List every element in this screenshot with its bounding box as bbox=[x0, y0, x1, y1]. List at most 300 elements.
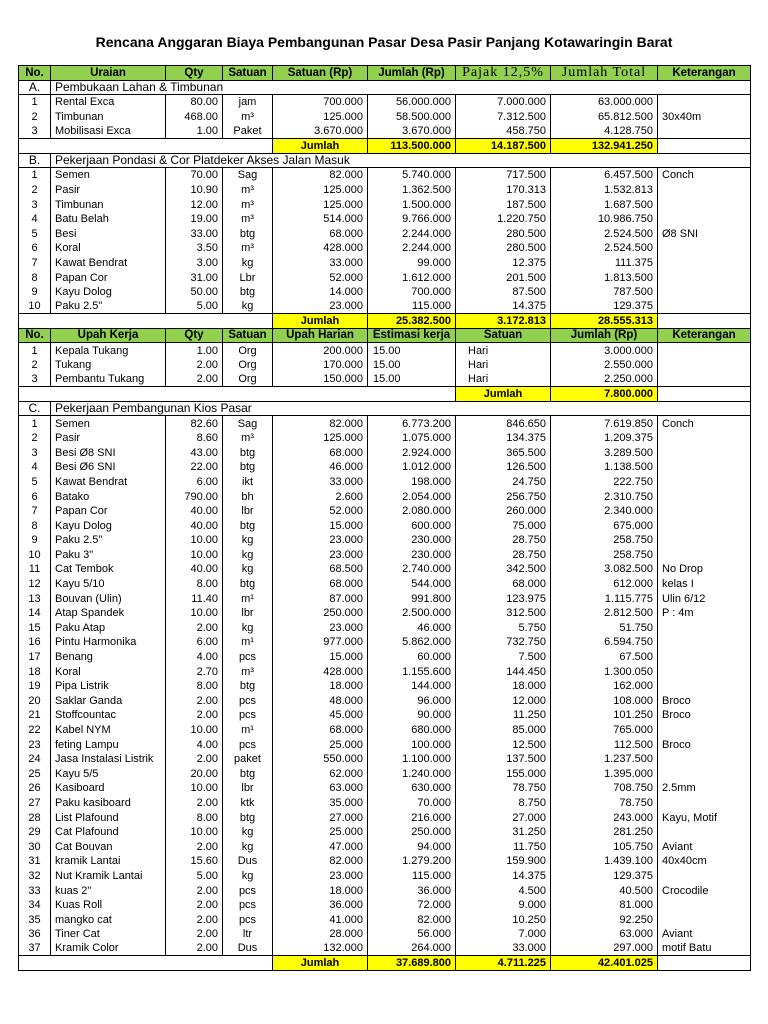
cell-satuan: ktk bbox=[223, 796, 273, 811]
cell-harga-satuan: 700.000 bbox=[273, 95, 368, 110]
table-row bbox=[19, 445, 751, 460]
cell-satuan: Lbr bbox=[223, 270, 273, 285]
cell-satuan: kg bbox=[223, 562, 273, 577]
cell-qty: 2.00 bbox=[166, 942, 223, 956]
total-jumlah-total: 132.941.250 bbox=[551, 139, 658, 153]
column-header-keterangan: Keterangan bbox=[658, 66, 751, 80]
cell-satuan: btg bbox=[223, 679, 273, 694]
cell-jumlah-total: 1.115.775 bbox=[551, 591, 658, 606]
cell-jumlah: 3.000.000 bbox=[551, 343, 658, 358]
cell-qty: 6.00 bbox=[166, 635, 223, 650]
cell-keterangan bbox=[658, 270, 751, 285]
cell-satuan: pcs bbox=[223, 650, 273, 665]
cell-jumlah-total: 63.000.000 bbox=[551, 95, 658, 110]
cell-harga-satuan: 36.000 bbox=[273, 898, 368, 913]
cell-no: 5 bbox=[19, 475, 51, 490]
cell-uraian: Timbunan bbox=[51, 110, 166, 125]
cell-jumlah-total: 1.532.813 bbox=[551, 183, 658, 198]
cell-jumlah: 544.000 bbox=[368, 577, 456, 592]
total-label: Jumlah bbox=[273, 956, 368, 970]
cell-qty: 33.00 bbox=[166, 227, 223, 242]
cell-jumlah: 46.000 bbox=[368, 621, 456, 636]
cell-keterangan bbox=[658, 197, 751, 212]
total-label: Jumlah bbox=[456, 387, 551, 401]
table-row bbox=[19, 460, 751, 475]
total-spacer bbox=[19, 139, 273, 153]
table-row bbox=[19, 883, 751, 898]
cell-jumlah: 198.000 bbox=[368, 475, 456, 490]
cell-satuan-waktu: Hari bbox=[456, 372, 551, 386]
cell-pajak: 9.000 bbox=[456, 898, 551, 913]
table-row bbox=[19, 927, 751, 942]
cell-estimasi-kerja: 15.00 bbox=[368, 343, 456, 358]
cell-satuan: Dus bbox=[223, 942, 273, 956]
cell-uraian: Jasa Instalasi Listrik bbox=[51, 752, 166, 767]
cell-qty: 15.60 bbox=[166, 854, 223, 869]
cell-no: 30 bbox=[19, 839, 51, 854]
column-header-upah-harian: Upah Harian bbox=[273, 329, 368, 343]
cell-keterangan: kelas I bbox=[658, 577, 751, 592]
cell-qty: 10.00 bbox=[166, 723, 223, 738]
cell-jumlah-total: 1.439.100 bbox=[551, 854, 658, 869]
cell-jumlah: 700.000 bbox=[368, 285, 456, 300]
table-row bbox=[19, 591, 751, 606]
cell-harga-satuan: 132.000 bbox=[273, 942, 368, 956]
cell-harga-satuan: 428.000 bbox=[273, 664, 368, 679]
total-spacer bbox=[19, 387, 456, 401]
cell-qty: 70.00 bbox=[166, 168, 223, 183]
cell-uraian: mangko cat bbox=[51, 912, 166, 927]
cell-uraian: Kuas Roll bbox=[51, 898, 166, 913]
cell-no: 2 bbox=[19, 183, 51, 198]
cell-jumlah-total: 101.250 bbox=[551, 708, 658, 723]
cell-satuan: m³ bbox=[223, 241, 273, 256]
cell-pajak: 7.312.500 bbox=[456, 110, 551, 125]
cell-harga-satuan: 18.000 bbox=[273, 883, 368, 898]
cell-satuan: m³ bbox=[223, 183, 273, 198]
cell-upah-kerja: Kepala Tukang bbox=[51, 343, 166, 358]
cell-qty: 11.40 bbox=[166, 591, 223, 606]
cell-qty: 10.00 bbox=[166, 606, 223, 621]
cell-jumlah-total: 105.750 bbox=[551, 839, 658, 854]
cell-qty: 22.00 bbox=[166, 460, 223, 475]
cell-jumlah: 5.862.000 bbox=[368, 635, 456, 650]
table-row bbox=[19, 197, 751, 212]
table-row bbox=[19, 270, 751, 285]
cell-qty: 19.00 bbox=[166, 212, 223, 227]
cell-jumlah-total: 129.375 bbox=[551, 300, 658, 314]
cell-qty: 43.00 bbox=[166, 445, 223, 460]
cell-qty: 40.00 bbox=[166, 562, 223, 577]
cell-pajak: 8.750 bbox=[456, 796, 551, 811]
cell-jumlah-total: 1.300.050 bbox=[551, 664, 658, 679]
cell-pajak: 187.500 bbox=[456, 197, 551, 212]
column-header-satuan: Satuan bbox=[223, 329, 273, 343]
cell-jumlah-total: 787.500 bbox=[551, 285, 658, 300]
column-header-jumlah-rp: Jumlah (Rp) bbox=[551, 329, 658, 343]
cell-jumlah-total: 1.395.000 bbox=[551, 767, 658, 782]
cell-pajak: 27.000 bbox=[456, 810, 551, 825]
cell-jumlah: 2.244.000 bbox=[368, 227, 456, 242]
cell-qty: 8.00 bbox=[166, 679, 223, 694]
cell-keterangan bbox=[658, 898, 751, 913]
cell-jumlah: 6.773.200 bbox=[368, 416, 456, 431]
table-row bbox=[19, 577, 751, 592]
cell-pajak: 260.000 bbox=[456, 504, 551, 519]
cell-keterangan: 2.5mm bbox=[658, 781, 751, 796]
cell-harga-satuan: 15.000 bbox=[273, 518, 368, 533]
cell-pajak: 134.375 bbox=[456, 431, 551, 446]
cell-no: 12 bbox=[19, 577, 51, 592]
cell-pajak: 201.500 bbox=[456, 270, 551, 285]
cell-jumlah-total: 112.500 bbox=[551, 737, 658, 752]
cell-no: 34 bbox=[19, 898, 51, 913]
cell-harga-satuan: 48.000 bbox=[273, 694, 368, 709]
cell-pajak: 14.375 bbox=[456, 869, 551, 884]
cell-keterangan: 30x40m bbox=[658, 110, 751, 125]
cell-qty: 12.00 bbox=[166, 197, 223, 212]
cell-qty: 6.00 bbox=[166, 475, 223, 490]
cell-uraian: Nut Kramik Lantai bbox=[51, 869, 166, 884]
cell-pajak: 28.750 bbox=[456, 533, 551, 548]
total-label: Jumlah bbox=[273, 139, 368, 153]
cell-jumlah: 2.250.000 bbox=[551, 372, 658, 386]
cell-no: 6 bbox=[19, 489, 51, 504]
labor-total-row bbox=[19, 387, 751, 402]
cell-estimasi-kerja: 15.00 bbox=[368, 358, 456, 373]
table-header-row bbox=[19, 66, 751, 81]
cell-jumlah-total: 765.000 bbox=[551, 723, 658, 738]
cell-jumlah-total: 3.082.500 bbox=[551, 562, 658, 577]
cell-qty: 5.00 bbox=[166, 300, 223, 314]
table-row bbox=[19, 694, 751, 709]
cell-pajak: 7.500 bbox=[456, 650, 551, 665]
cell-keterangan: Broco bbox=[658, 694, 751, 709]
cell-pajak: 4.500 bbox=[456, 883, 551, 898]
cell-uraian: Cat Plafound bbox=[51, 825, 166, 840]
total-row bbox=[19, 314, 751, 329]
cell-satuan: pcs bbox=[223, 694, 273, 709]
cell-qty: 10.00 bbox=[166, 533, 223, 548]
cell-no: 2 bbox=[19, 110, 51, 125]
cell-jumlah: 1.362.500 bbox=[368, 183, 456, 198]
table-row bbox=[19, 737, 751, 752]
labor-header-row bbox=[19, 329, 751, 344]
total-pajak: 3.172.813 bbox=[456, 314, 551, 328]
table-row bbox=[19, 548, 751, 563]
cell-jumlah: 1.075.000 bbox=[368, 431, 456, 446]
cell-harga-satuan: 23.000 bbox=[273, 533, 368, 548]
table-row bbox=[19, 241, 751, 256]
cell-harga-satuan: 3.670.000 bbox=[273, 124, 368, 138]
cell-jumlah: 70.000 bbox=[368, 796, 456, 811]
cell-satuan: pcs bbox=[223, 898, 273, 913]
cell-satuan: lbr bbox=[223, 606, 273, 621]
column-header-no: No. bbox=[19, 329, 51, 343]
cell-qty: 2.00 bbox=[166, 796, 223, 811]
table-row bbox=[19, 942, 751, 957]
cell-satuan: m³ bbox=[223, 431, 273, 446]
cell-uraian: Kramik Color bbox=[51, 942, 166, 956]
cell-pajak: 144.450 bbox=[456, 664, 551, 679]
cell-harga-satuan: 82.000 bbox=[273, 416, 368, 431]
cell-harga-satuan: 33.000 bbox=[273, 475, 368, 490]
cell-pajak: 68.000 bbox=[456, 577, 551, 592]
cell-jumlah-total: 81.000 bbox=[551, 898, 658, 913]
cell-jumlah: 630.000 bbox=[368, 781, 456, 796]
cell-uraian: Kayu Dolog bbox=[51, 285, 166, 300]
cell-pajak: 280.500 bbox=[456, 227, 551, 242]
cell-no: 20 bbox=[19, 694, 51, 709]
cell-uraian: Tiner Cat bbox=[51, 927, 166, 942]
cell-jumlah-total: 111.375 bbox=[551, 256, 658, 271]
cell-no: 32 bbox=[19, 869, 51, 884]
cell-qty: 10.00 bbox=[166, 781, 223, 796]
cell-pajak: 87.500 bbox=[456, 285, 551, 300]
table-row bbox=[19, 723, 751, 738]
cell-uraian: Paku 2.5" bbox=[51, 300, 166, 314]
table-row bbox=[19, 518, 751, 533]
cell-jumlah-total: 63.000 bbox=[551, 927, 658, 942]
cell-keterangan bbox=[658, 912, 751, 927]
cell-keterangan bbox=[658, 256, 751, 271]
cell-keterangan: Broco bbox=[658, 708, 751, 723]
table-row bbox=[19, 854, 751, 869]
cell-harga-satuan: 46.000 bbox=[273, 460, 368, 475]
cell-jumlah: 1.240.000 bbox=[368, 767, 456, 782]
cell-no: 31 bbox=[19, 854, 51, 869]
cell-upah-harian: 200.000 bbox=[273, 343, 368, 358]
cell-satuan: m³ bbox=[223, 212, 273, 227]
cell-jumlah: 115.000 bbox=[368, 869, 456, 884]
cell-uraian: Koral bbox=[51, 664, 166, 679]
cell-no: 23 bbox=[19, 737, 51, 752]
cell-qty: 82.60 bbox=[166, 416, 223, 431]
total-jumlah-total: 42.401.025 bbox=[551, 956, 658, 970]
cell-keterangan: Kayu, Motif bbox=[658, 810, 751, 825]
cell-no: 2 bbox=[19, 358, 51, 373]
cell-pajak: 732.750 bbox=[456, 635, 551, 650]
cell-jumlah: 2.740.000 bbox=[368, 562, 456, 577]
cell-pajak: 846.650 bbox=[456, 416, 551, 431]
cell-pajak: 10.250 bbox=[456, 912, 551, 927]
section-header bbox=[19, 154, 751, 169]
cell-uraian: Stoffcountac bbox=[51, 708, 166, 723]
cell-jumlah: 2.244.000 bbox=[368, 241, 456, 256]
cell-keterangan bbox=[658, 635, 751, 650]
cell-pajak: 342.500 bbox=[456, 562, 551, 577]
cell-keterangan bbox=[658, 752, 751, 767]
cell-jumlah: 96.000 bbox=[368, 694, 456, 709]
table-row bbox=[19, 168, 751, 183]
cell-pajak: 11.750 bbox=[456, 839, 551, 854]
cell-no: 10 bbox=[19, 548, 51, 563]
cell-jumlah-total: 10.986.750 bbox=[551, 212, 658, 227]
cell-qty: 2.00 bbox=[166, 621, 223, 636]
cell-pajak: 123.975 bbox=[456, 591, 551, 606]
cell-harga-satuan: 18.000 bbox=[273, 679, 368, 694]
table-row bbox=[19, 431, 751, 446]
cell-keterangan bbox=[658, 285, 751, 300]
total-label: Jumlah bbox=[273, 314, 368, 328]
cell-jumlah-total: 3.289.500 bbox=[551, 445, 658, 460]
cell-jumlah: 2.054.000 bbox=[368, 489, 456, 504]
cell-jumlah-total: 162.000 bbox=[551, 679, 658, 694]
cell-harga-satuan: 977.000 bbox=[273, 635, 368, 650]
cell-keterangan bbox=[658, 489, 751, 504]
cell-no: 9 bbox=[19, 285, 51, 300]
cell-qty: 2.00 bbox=[166, 752, 223, 767]
cell-satuan: btg bbox=[223, 577, 273, 592]
table-row bbox=[19, 621, 751, 636]
cell-jumlah: 2.924.000 bbox=[368, 445, 456, 460]
cell-keterangan: motif Batu bbox=[658, 942, 751, 956]
cell-satuan: m¹ bbox=[223, 723, 273, 738]
section-code: B. bbox=[19, 154, 51, 168]
total-jumlah: 113.500.000 bbox=[368, 139, 456, 153]
cell-harga-satuan: 23.000 bbox=[273, 548, 368, 563]
column-header-satuan: Satuan bbox=[223, 66, 273, 80]
cell-qty: 10.00 bbox=[166, 548, 223, 563]
total-pajak: 14.187.500 bbox=[456, 139, 551, 153]
cell-qty: 80.00 bbox=[166, 95, 223, 110]
cell-jumlah: 1.500.000 bbox=[368, 197, 456, 212]
total-keterangan bbox=[658, 314, 751, 328]
cell-jumlah: 2.080.000 bbox=[368, 504, 456, 519]
cell-jumlah-total: 2.524.500 bbox=[551, 241, 658, 256]
cell-jumlah: 58.500.000 bbox=[368, 110, 456, 125]
cell-harga-satuan: 82.000 bbox=[273, 854, 368, 869]
cell-no: 3 bbox=[19, 124, 51, 138]
total-row bbox=[19, 956, 751, 971]
table-row bbox=[19, 752, 751, 767]
cell-satuan: ltr bbox=[223, 927, 273, 942]
cell-keterangan bbox=[658, 869, 751, 884]
cell-no: 5 bbox=[19, 227, 51, 242]
cell-jumlah-total: 2.812.500 bbox=[551, 606, 658, 621]
total-pajak: 4.711.225 bbox=[456, 956, 551, 970]
cell-uraian: Paku 2.5" bbox=[51, 533, 166, 548]
cell-jumlah: 680.000 bbox=[368, 723, 456, 738]
cell-no: 24 bbox=[19, 752, 51, 767]
table-row bbox=[19, 124, 751, 139]
cell-harga-satuan: 68.000 bbox=[273, 445, 368, 460]
cell-jumlah: 2.500.000 bbox=[368, 606, 456, 621]
cell-satuan: Org bbox=[223, 372, 273, 386]
cell-jumlah-total: 129.375 bbox=[551, 869, 658, 884]
cell-keterangan bbox=[658, 621, 751, 636]
table-row bbox=[19, 650, 751, 665]
cell-satuan: btg bbox=[223, 285, 273, 300]
cell-satuan: lbr bbox=[223, 781, 273, 796]
column-header-satuan-waktu: Satuan bbox=[456, 329, 551, 343]
cell-harga-satuan: 14.000 bbox=[273, 285, 368, 300]
table-row bbox=[19, 300, 751, 315]
table-row bbox=[19, 781, 751, 796]
cell-uraian: Batu Belah bbox=[51, 212, 166, 227]
cell-no: 17 bbox=[19, 650, 51, 665]
cell-jumlah: 115.000 bbox=[368, 300, 456, 314]
cell-satuan-waktu: Hari bbox=[456, 358, 551, 373]
cell-keterangan: P : 4m bbox=[658, 606, 751, 621]
cell-no: 8 bbox=[19, 518, 51, 533]
cell-keterangan bbox=[658, 679, 751, 694]
cell-harga-satuan: 125.000 bbox=[273, 431, 368, 446]
table-row bbox=[19, 912, 751, 927]
cell-harga-satuan: 550.000 bbox=[273, 752, 368, 767]
total-spacer bbox=[19, 314, 273, 328]
cell-satuan: Paket bbox=[223, 124, 273, 138]
cell-harga-satuan: 68.000 bbox=[273, 577, 368, 592]
cell-jumlah: 36.000 bbox=[368, 883, 456, 898]
cell-pajak: 137.500 bbox=[456, 752, 551, 767]
column-header-estimasi-kerja: Estimasi kerja bbox=[368, 329, 456, 343]
cell-keterangan: Aviant bbox=[658, 927, 751, 942]
cell-upah-kerja: Tukang bbox=[51, 358, 166, 373]
cell-no: 3 bbox=[19, 372, 51, 386]
cell-uraian: Benang bbox=[51, 650, 166, 665]
cell-harga-satuan: 68.000 bbox=[273, 723, 368, 738]
cell-no: 16 bbox=[19, 635, 51, 650]
cell-harga-satuan: 250.000 bbox=[273, 606, 368, 621]
cell-satuan: jam bbox=[223, 95, 273, 110]
cell-keterangan bbox=[658, 504, 751, 519]
cell-harga-satuan: 63.000 bbox=[273, 781, 368, 796]
cell-qty: 1.00 bbox=[166, 124, 223, 138]
table-row bbox=[19, 679, 751, 694]
cell-qty: 2.00 bbox=[166, 694, 223, 709]
cell-jumlah-total: 1.138.500 bbox=[551, 460, 658, 475]
table-row bbox=[19, 708, 751, 723]
table-row bbox=[19, 489, 751, 504]
cell-keterangan bbox=[658, 124, 751, 138]
cell-qty: 4.00 bbox=[166, 650, 223, 665]
section-header bbox=[19, 81, 751, 96]
cell-pajak: 31.250 bbox=[456, 825, 551, 840]
cell-pajak: 11.250 bbox=[456, 708, 551, 723]
cell-pajak: 14.375 bbox=[456, 300, 551, 314]
cell-no: 9 bbox=[19, 533, 51, 548]
cell-no: 15 bbox=[19, 621, 51, 636]
cell-no: 3 bbox=[19, 445, 51, 460]
cell-no: 22 bbox=[19, 723, 51, 738]
cell-jumlah-total: 708.750 bbox=[551, 781, 658, 796]
cell-jumlah-total: 65.812.500 bbox=[551, 110, 658, 125]
table-row bbox=[19, 869, 751, 884]
cell-satuan: kg bbox=[223, 825, 273, 840]
cell-uraian: Semen bbox=[51, 168, 166, 183]
cell-keterangan: Ulin 6/12 bbox=[658, 591, 751, 606]
cell-pajak: 24.750 bbox=[456, 475, 551, 490]
cell-jumlah-total: 6.457.500 bbox=[551, 168, 658, 183]
cell-keterangan bbox=[658, 664, 751, 679]
cell-uraian: Papan Cor bbox=[51, 504, 166, 519]
table-row bbox=[19, 825, 751, 840]
column-header-qty: Qty bbox=[166, 329, 223, 343]
cell-satuan: m³ bbox=[223, 110, 273, 125]
cell-pajak: 12.500 bbox=[456, 737, 551, 752]
cell-harga-satuan: 25.000 bbox=[273, 737, 368, 752]
cell-uraian: Pipa Listrik bbox=[51, 679, 166, 694]
cell-no: 7 bbox=[19, 256, 51, 271]
cell-no: 11 bbox=[19, 562, 51, 577]
cell-pajak: 75.000 bbox=[456, 518, 551, 533]
cell-jumlah: 144.000 bbox=[368, 679, 456, 694]
cell-uraian: Paku Atap bbox=[51, 621, 166, 636]
cell-keterangan bbox=[658, 533, 751, 548]
cell-pajak: 1.220.750 bbox=[456, 212, 551, 227]
cell-jumlah: 56.000.000 bbox=[368, 95, 456, 110]
